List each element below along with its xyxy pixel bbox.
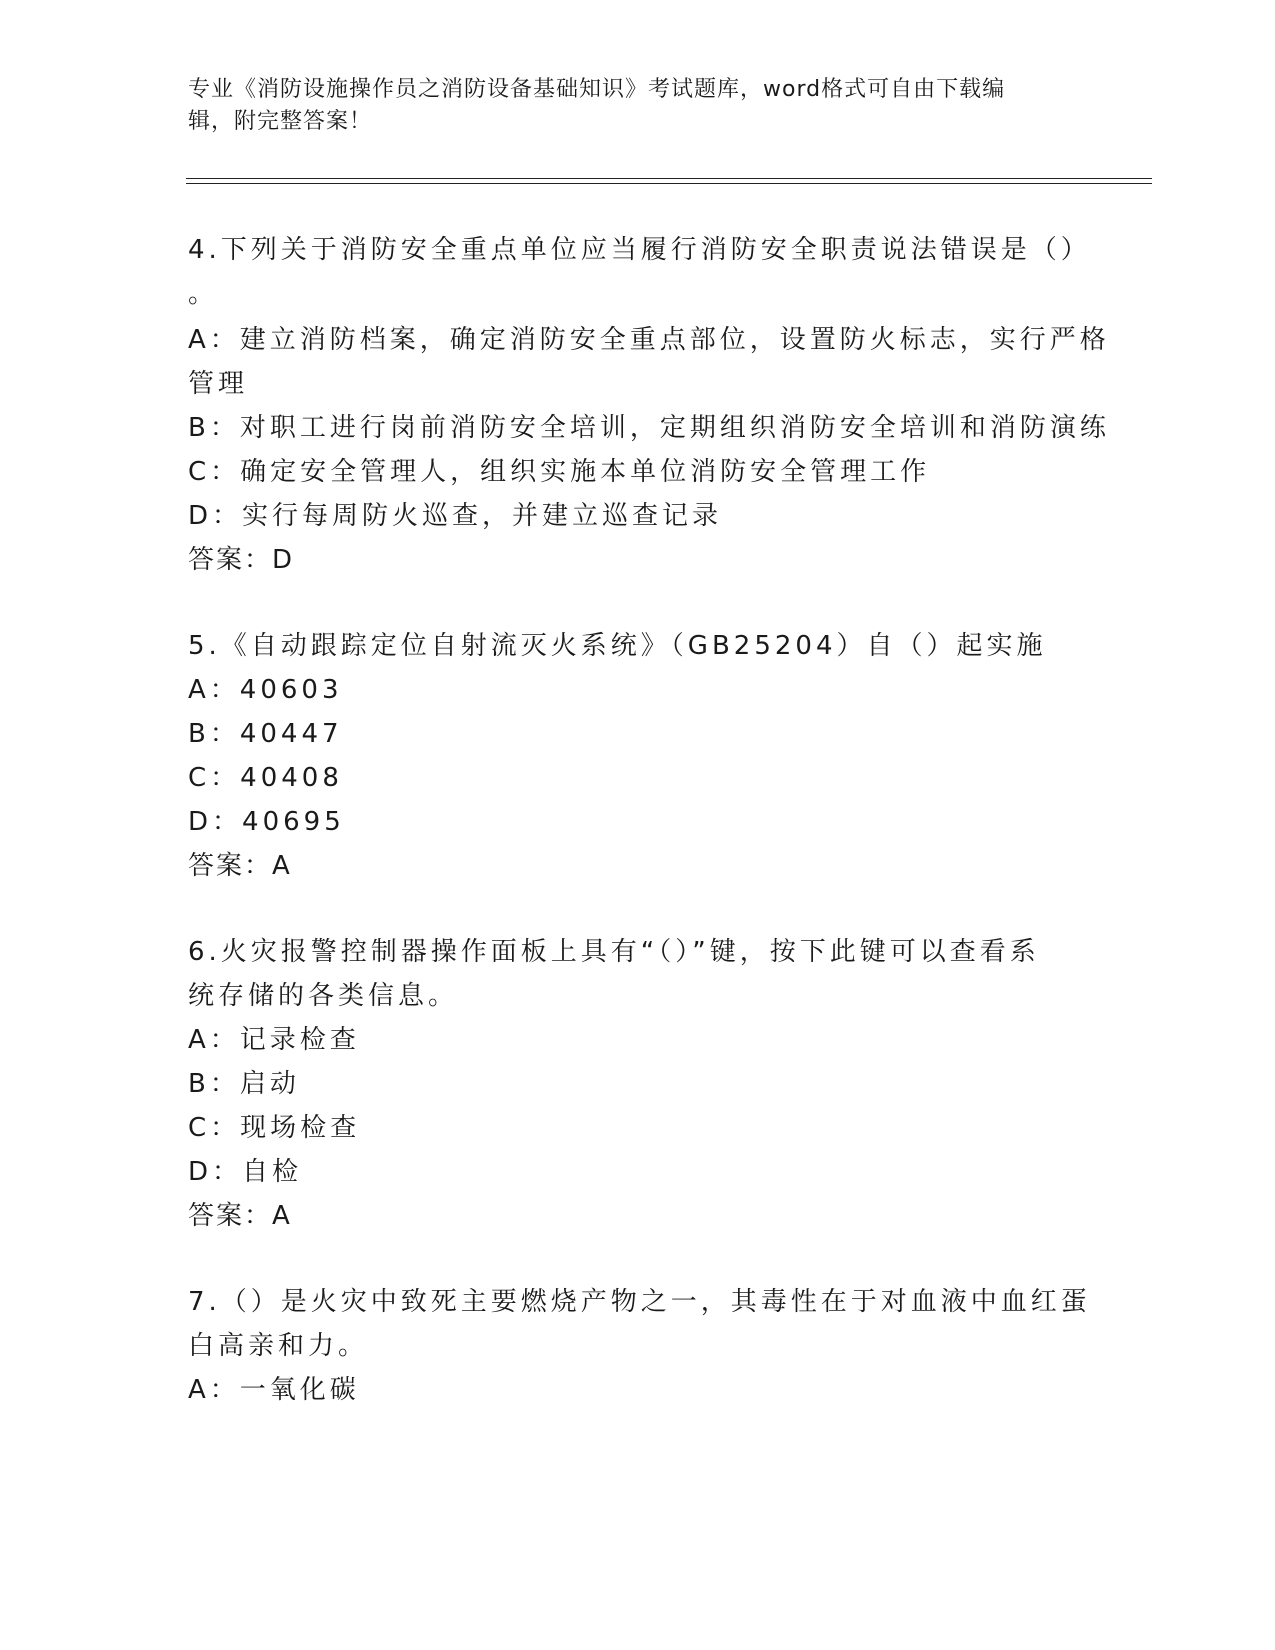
question-4-option-a: A：建立消防档案，确定消防安全重点部位，设置防火标志，实行严格	[188, 325, 1110, 355]
question-5-stem: 5.《自动跟踪定位自射流灭火系统》（GB25204）自（）起实施	[188, 631, 1047, 661]
question-6-answer: 答案：A	[188, 1201, 292, 1231]
question-5-option-c: C：40408	[188, 763, 343, 793]
question-6-option-a: A：记录检查	[188, 1025, 360, 1055]
question-6-option-c: C：现场检查	[188, 1113, 361, 1143]
header-line-2: 辑，附完整答案！	[188, 109, 373, 134]
question-7-option-a: A：一氧化碳	[188, 1375, 360, 1405]
question-4-option-d: D：实行每周防火巡查，并建立巡查记录	[188, 501, 723, 531]
question-6-option-d: D：自检	[188, 1157, 303, 1187]
question-5-option-b: B：40447	[188, 719, 343, 749]
question-5-option-a: A：40603	[188, 675, 343, 705]
question-7-stem: 7.（）是火灾中致死主要燃烧产物之一，其毒性在于对血液中血红蛋	[188, 1287, 1091, 1317]
question-4-answer: 答案：D	[188, 545, 295, 575]
header-divider-top	[186, 178, 1152, 179]
question-6-stem-cont: 统存储的各类信息。	[188, 981, 459, 1011]
question-4-option-c: C：确定安全管理人，组织实施本单位消防安全管理工作	[188, 457, 931, 487]
question-4-stem-cont: 。	[188, 279, 219, 309]
header-line-1: 专业《消防设施操作员之消防设备基础知识》考试题库，word格式可自由下载编	[188, 77, 1006, 102]
question-6-stem: 6.火灾报警控制器操作面板上具有“（）”键，按下此键可以查看系	[188, 937, 1040, 967]
question-6-option-b: B：启动	[188, 1069, 300, 1099]
question-4-option-b: B：对职工进行岗前消防安全培训，定期组织消防安全培训和消防演练	[188, 413, 1110, 443]
question-4-stem: 4.下列关于消防安全重点单位应当履行消防安全职责说法错误是（）	[188, 235, 1091, 265]
question-7-stem-cont: 白高亲和力。	[188, 1331, 369, 1361]
header-divider-bottom	[186, 183, 1152, 184]
question-5-option-d: D：40695	[188, 807, 345, 837]
question-5-answer: 答案：A	[188, 851, 292, 881]
document-header	[188, 74, 1088, 138]
question-4-option-a-cont: 管理	[188, 369, 249, 399]
